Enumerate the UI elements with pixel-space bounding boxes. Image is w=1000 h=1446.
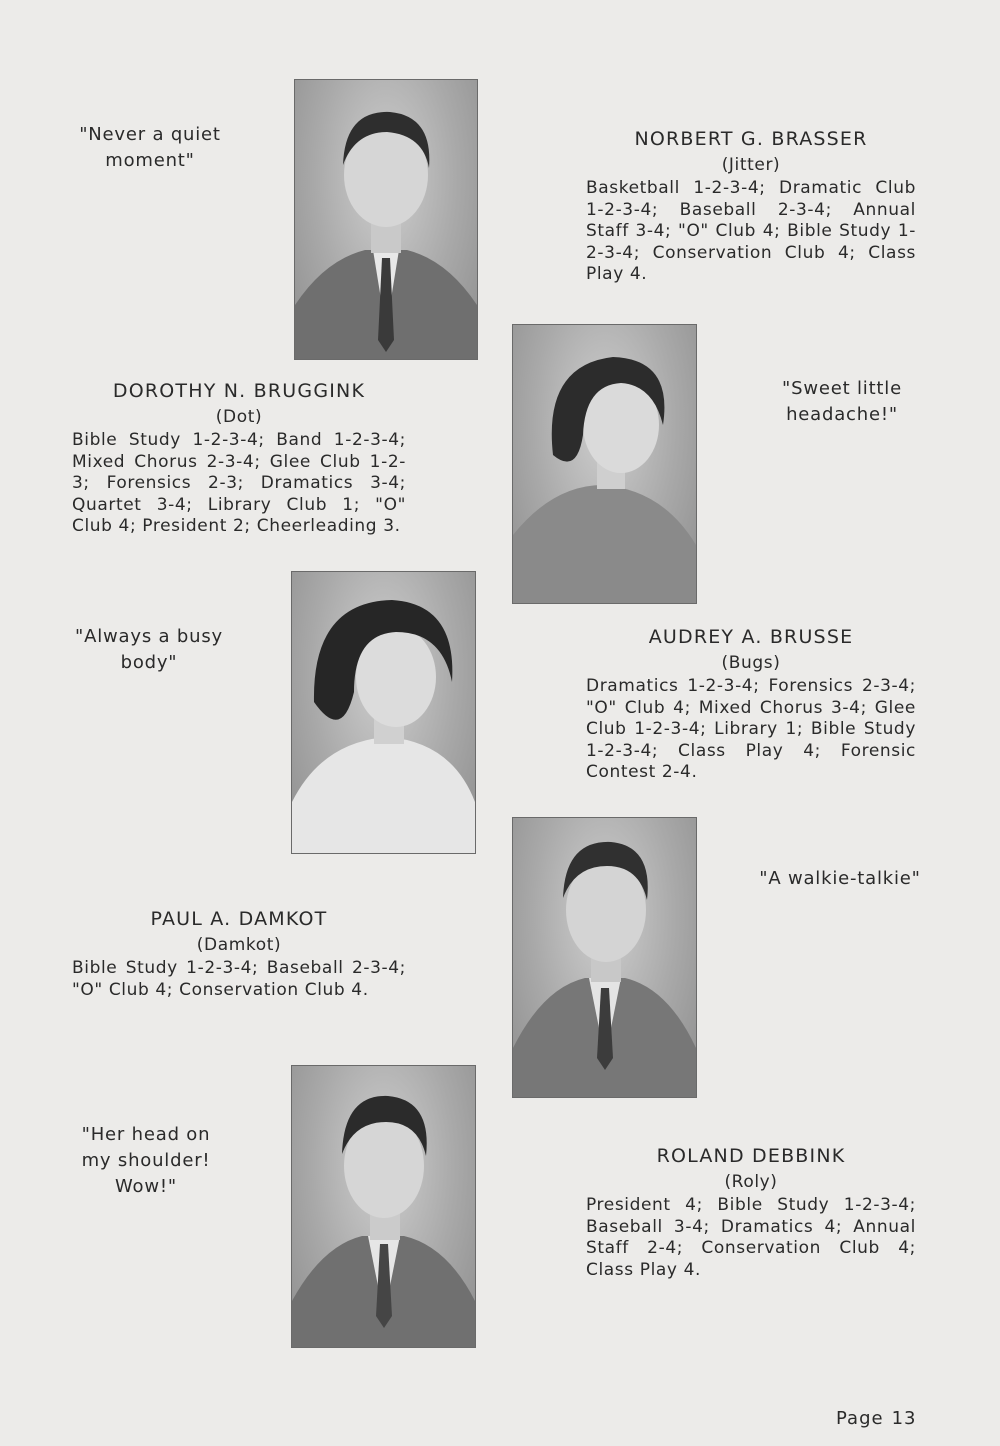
student-name: PAUL A. DAMKOT [150, 908, 328, 930]
student-name: ROLAND DEBBINK [656, 1145, 846, 1167]
student-nickname: (Bugs) [721, 653, 781, 673]
student-name: NORBERT G. BRASSER [634, 128, 868, 150]
page-number-value: 13 [891, 1408, 917, 1429]
student-activities: President 4; Bible Study 1-2-3-4; Baseball 3-4; Dramatics 4; Annual Staff 2-4; Conservation Club 4; Class Play 4. [586, 1195, 916, 1280]
portrait-damkot [512, 817, 697, 1098]
page-number [836, 1408, 916, 1429]
student-activities: Bible Study 1-2-3-4; Baseball 2-3-4; "O" Club 4; Conservation Club 4. [72, 958, 406, 1000]
student-name: AUDREY A. BRUSSE [648, 626, 854, 648]
entry-damkot [72, 906, 406, 1001]
quote-brasser: "Never a quiet moment" [79, 124, 221, 171]
student-nickname: (Jitter) [721, 155, 781, 175]
portrait-bruggink [512, 324, 697, 604]
student-nickname: (Damkot) [196, 935, 282, 955]
portrait-brasser [294, 79, 478, 360]
entry-brusse [586, 624, 916, 784]
student-nickname: (Roly) [724, 1172, 778, 1192]
student-activities: Basketball 1-2-3-4; Dramatic Club 1-2-3-4; Baseball 2-3-4; Annual Staff 3-4; "O" Club 4; Bible Study 1-2-3-4; Conservation Club 4; Class Play 4. [586, 178, 916, 284]
quote-brusse: "Always a busy body" [75, 626, 223, 673]
entry-debbink [586, 1143, 916, 1281]
student-name: DOROTHY N. BRUGGINK [112, 380, 366, 402]
quote-damkot: "A walkie-talkie" [759, 868, 921, 889]
quote-bruggink: "Sweet little headache!" [782, 378, 902, 425]
entry-bruggink [72, 378, 406, 538]
entry-brasser [586, 126, 916, 286]
student-activities: Bible Study 1-2-3-4; Band 1-2-3-4; Mixed Chorus 2-3-4; Glee Club 1-2-3; Forensics 2-3; Dramatics 3-4; Quartet 3-4; Library Club 1; "O" Club 4; President 2; Cheerleading 3. [72, 430, 406, 536]
student-activities: Dramatics 1-2-3-4; Forensics 2-3-4; "O" Club 4; Mixed Chorus 3-4; Glee Club 1-2-3-4; Library 1; Bible Study 1-2-3-4; Class Play 4; Forensic Contest 2-4. [586, 676, 916, 782]
portrait-brusse [291, 571, 476, 854]
portrait-debbink [291, 1065, 476, 1348]
page-label: Page [836, 1408, 884, 1429]
quote-debbink: "Her head on my shoulder! Wow!" [81, 1124, 211, 1197]
student-nickname: (Dot) [215, 407, 263, 427]
